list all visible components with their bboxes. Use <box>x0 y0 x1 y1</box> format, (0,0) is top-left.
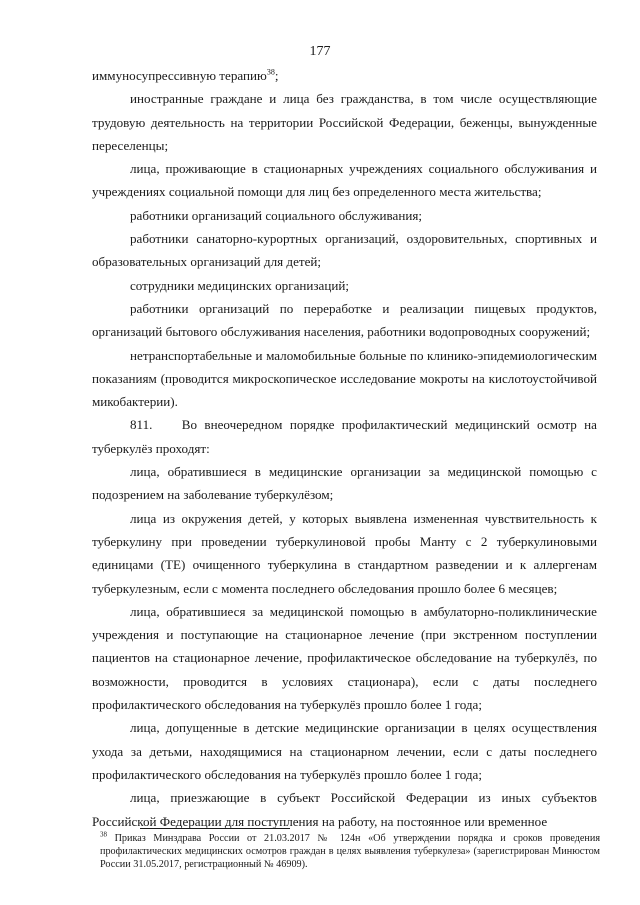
paragraph-3: лица, проживающие в стационарных учреждениях социального обслуживания и учреждениях социальной помощи для лиц без определенного места жительства; <box>92 161 597 200</box>
footnote-mark: 38 <box>100 830 107 839</box>
footnote-text: Приказ Минздрава России от 21.03.2017 № 124н «Об утверждении порядка и сроков проведения профилактических медицинских осмотров граждан в целях выявления туберкулеза» (зарегистрирован Минюстом России 31.05.2017, регистрационный № 46909). <box>100 833 600 871</box>
paragraph-1-end: ; <box>274 68 279 83</box>
paragraph-7: работники организаций по переработке и реализации пищевых продуктов, организаций бытового обслуживания населения, работники водопроводных сооружений; <box>92 300 597 340</box>
footnote <box>100 832 600 872</box>
body-text <box>92 64 601 833</box>
paragraph-4: работники организаций социального обслуживания; <box>130 207 423 223</box>
page-number: 177 <box>309 44 331 59</box>
paragraph-12: лица, обратившиеся за медицинской помощью в амбулаторно-поликлинические учреждения и поступающие на стационарное лечение (при экстренном поступлении пациентов на стационарное лечение, профилактическое обследование на туберкулёз, по возможности, проводится в условиях стационара), если с даты последнего профилактического обследования на туберкулёз прошло более 1 года; <box>92 603 597 713</box>
footnote-reference: 38 <box>266 67 275 77</box>
paragraph-6: сотрудники медицинских организаций; <box>130 277 350 293</box>
paragraph-1 <box>92 64 597 87</box>
paragraph-10: лица, обратившиеся в медицинские организации за медицинской помощью с подозрением на заболевание туберкулёзом; <box>92 464 597 503</box>
paragraph-item-811: 811. Во внеочередном порядке профилактический медицинский осмотр на туберкулёз проходят: <box>92 417 601 456</box>
footnote-divider <box>140 828 290 829</box>
paragraph-8: нетранспортабельные и маломобильные больные по клинико-эпидемиологическим показаниям (проводится микроскопическое исследование мокроты на кислотоустойчивой микобактерии). <box>92 347 597 410</box>
paragraph-13: лица, допущенные в детские медицинские организации в целях осуществления ухода за детьми, находящимися на стационарном лечении, если с даты последнего профилактического обследования на туберкулёз прошло более 1 года; <box>92 720 597 782</box>
paragraph-11: лица из окружения детей, у которых выявлена измененная чувствительность к туберкулину при проведении туберкулиновой пробы Манту с 2 туберкулиновыми единицами (ТЕ) очищенного туберкулина в стандартном разведении и к аллергенам туберкулезным, если с момента последнего обследования прошло более 6 месяцев; <box>92 510 597 596</box>
paragraph-2: иностранные граждане и лица без гражданства, в том числе осуществляющие трудовую деятельность на территории Российской Федерации, беженцы, вынужденные переселенцы; <box>92 91 597 153</box>
paragraph-5: работники санаторно-курортных организаций, оздоровительных, спортивных и образовательных организаций для детей; <box>92 231 597 270</box>
paragraph-14: лица, приезжающие в субъект Российской Федерации из иных субъектов Российской Федерации для поступления на работу, на постоянное или временное <box>92 790 597 829</box>
paragraph-1-text: иммуносупрессивную терапию <box>92 68 267 83</box>
